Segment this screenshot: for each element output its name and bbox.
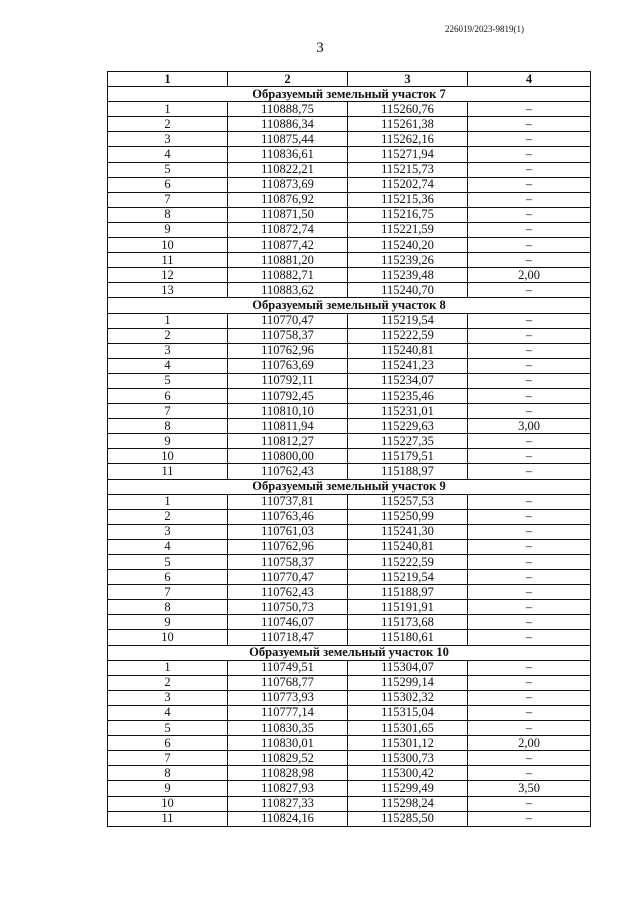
point-number-cell: 8 xyxy=(108,600,228,615)
point-number-cell: 5 xyxy=(108,555,228,570)
section-header-row xyxy=(108,479,591,494)
table-header xyxy=(108,72,591,87)
y-coordinate-cell: 115202,74 xyxy=(348,177,468,192)
x-coordinate-cell: 110749,51 xyxy=(228,660,348,675)
y-coordinate-cell: 115301,12 xyxy=(348,736,468,751)
document-id: 226019/2023-9819(1) xyxy=(445,24,524,34)
x-coordinate-cell: 110762,96 xyxy=(228,539,348,554)
y-coordinate-cell: 115239,26 xyxy=(348,253,468,268)
x-coordinate-cell: 110836,61 xyxy=(228,147,348,162)
point-number-cell: 8 xyxy=(108,419,228,434)
x-coordinate-cell: 110768,77 xyxy=(228,675,348,690)
value-cell: – xyxy=(468,343,591,358)
point-number-cell: 6 xyxy=(108,736,228,751)
table-row xyxy=(108,524,591,539)
table-row xyxy=(108,434,591,449)
table-row xyxy=(108,102,591,117)
table-row xyxy=(108,539,591,554)
value-cell: – xyxy=(468,222,591,237)
value-cell: – xyxy=(468,253,591,268)
table-row xyxy=(108,192,591,207)
point-number-cell: 3 xyxy=(108,132,228,147)
y-coordinate-cell: 115301,65 xyxy=(348,721,468,736)
value-cell: – xyxy=(468,434,591,449)
point-number-cell: 10 xyxy=(108,796,228,811)
table-row xyxy=(108,373,591,388)
point-number-cell: 9 xyxy=(108,615,228,630)
value-cell: – xyxy=(468,102,591,117)
x-coordinate-cell: 110800,00 xyxy=(228,449,348,464)
value-cell: – xyxy=(468,388,591,403)
value-cell: – xyxy=(468,404,591,419)
value-cell: – xyxy=(468,690,591,705)
x-coordinate-cell: 110886,34 xyxy=(228,117,348,132)
y-coordinate-cell: 115222,59 xyxy=(348,328,468,343)
y-coordinate-cell: 115241,30 xyxy=(348,524,468,539)
section-header-row xyxy=(108,87,591,102)
x-coordinate-cell: 110883,62 xyxy=(228,283,348,298)
point-number-cell: 7 xyxy=(108,404,228,419)
x-coordinate-cell: 110737,81 xyxy=(228,494,348,509)
y-coordinate-cell: 115221,59 xyxy=(348,222,468,237)
point-number-cell: 11 xyxy=(108,253,228,268)
table-row xyxy=(108,705,591,720)
y-coordinate-cell: 115262,16 xyxy=(348,132,468,147)
point-number-cell: 4 xyxy=(108,147,228,162)
table-row xyxy=(108,358,591,373)
table-row xyxy=(108,509,591,524)
point-number-cell: 6 xyxy=(108,177,228,192)
x-coordinate-cell: 110830,01 xyxy=(228,736,348,751)
x-coordinate-cell: 110830,35 xyxy=(228,721,348,736)
x-coordinate-cell: 110770,47 xyxy=(228,313,348,328)
x-coordinate-cell: 110792,45 xyxy=(228,388,348,403)
column-header-2: 2 xyxy=(228,72,348,87)
table-row xyxy=(108,283,591,298)
point-number-cell: 4 xyxy=(108,705,228,720)
y-coordinate-cell: 115304,07 xyxy=(348,660,468,675)
section-title: Образуемый земельный участок 8 xyxy=(108,298,591,313)
point-number-cell: 5 xyxy=(108,373,228,388)
value-cell: – xyxy=(468,721,591,736)
point-number-cell: 10 xyxy=(108,238,228,253)
value-cell: – xyxy=(468,373,591,388)
point-number-cell: 8 xyxy=(108,207,228,222)
value-cell: – xyxy=(468,675,591,690)
table-row xyxy=(108,615,591,630)
x-coordinate-cell: 110718,47 xyxy=(228,630,348,645)
y-coordinate-cell: 115250,99 xyxy=(348,509,468,524)
point-number-cell: 2 xyxy=(108,328,228,343)
table-row xyxy=(108,721,591,736)
table-row xyxy=(108,313,591,328)
y-coordinate-cell: 115216,75 xyxy=(348,207,468,222)
point-number-cell: 5 xyxy=(108,162,228,177)
value-cell: 2,00 xyxy=(468,268,591,283)
y-coordinate-cell: 115300,42 xyxy=(348,766,468,781)
table-row xyxy=(108,751,591,766)
point-number-cell: 7 xyxy=(108,192,228,207)
point-number-cell: 2 xyxy=(108,117,228,132)
y-coordinate-cell: 115300,73 xyxy=(348,751,468,766)
value-cell: – xyxy=(468,509,591,524)
table-row xyxy=(108,177,591,192)
value-cell: – xyxy=(468,117,591,132)
point-number-cell: 6 xyxy=(108,388,228,403)
section-title: Образуемый земельный участок 7 xyxy=(108,87,591,102)
y-coordinate-cell: 115219,54 xyxy=(348,313,468,328)
x-coordinate-cell: 110763,69 xyxy=(228,358,348,373)
point-number-cell: 4 xyxy=(108,358,228,373)
y-coordinate-cell: 115241,23 xyxy=(348,358,468,373)
y-coordinate-cell: 115315,04 xyxy=(348,705,468,720)
x-coordinate-cell: 110758,37 xyxy=(228,555,348,570)
value-cell: – xyxy=(468,524,591,539)
value-cell: 3,00 xyxy=(468,419,591,434)
value-cell: – xyxy=(468,449,591,464)
table-row xyxy=(108,570,591,585)
table-row xyxy=(108,660,591,675)
table-row xyxy=(108,675,591,690)
y-coordinate-cell: 115271,94 xyxy=(348,147,468,162)
x-coordinate-cell: 110763,46 xyxy=(228,509,348,524)
x-coordinate-cell: 110882,71 xyxy=(228,268,348,283)
table-row xyxy=(108,464,591,479)
value-cell: – xyxy=(468,570,591,585)
value-cell: – xyxy=(468,313,591,328)
point-number-cell: 9 xyxy=(108,222,228,237)
x-coordinate-cell: 110828,98 xyxy=(228,766,348,781)
y-coordinate-cell: 115188,97 xyxy=(348,464,468,479)
y-coordinate-cell: 115257,53 xyxy=(348,494,468,509)
y-coordinate-cell: 115215,73 xyxy=(348,162,468,177)
x-coordinate-cell: 110792,11 xyxy=(228,373,348,388)
value-cell: – xyxy=(468,539,591,554)
point-number-cell: 8 xyxy=(108,766,228,781)
table-row xyxy=(108,766,591,781)
y-coordinate-cell: 115191,91 xyxy=(348,600,468,615)
table-row xyxy=(108,404,591,419)
point-number-cell: 2 xyxy=(108,509,228,524)
table-row xyxy=(108,162,591,177)
value-cell: – xyxy=(468,192,591,207)
x-coordinate-cell: 110827,33 xyxy=(228,796,348,811)
point-number-cell: 3 xyxy=(108,343,228,358)
header-row xyxy=(108,72,591,87)
point-number-cell: 13 xyxy=(108,283,228,298)
x-coordinate-cell: 110777,14 xyxy=(228,705,348,720)
table-row xyxy=(108,630,591,645)
y-coordinate-cell: 115173,68 xyxy=(348,615,468,630)
table-row xyxy=(108,147,591,162)
x-coordinate-cell: 110746,07 xyxy=(228,615,348,630)
y-coordinate-cell: 115240,20 xyxy=(348,238,468,253)
value-cell: – xyxy=(468,283,591,298)
point-number-cell: 1 xyxy=(108,494,228,509)
point-number-cell: 5 xyxy=(108,721,228,736)
value-cell: – xyxy=(468,147,591,162)
y-coordinate-cell: 115235,46 xyxy=(348,388,468,403)
y-coordinate-cell: 115229,63 xyxy=(348,419,468,434)
point-number-cell: 10 xyxy=(108,449,228,464)
x-coordinate-cell: 110750,73 xyxy=(228,600,348,615)
y-coordinate-cell: 115285,50 xyxy=(348,811,468,826)
x-coordinate-cell: 110888,75 xyxy=(228,102,348,117)
value-cell: – xyxy=(468,630,591,645)
point-number-cell: 12 xyxy=(108,268,228,283)
column-header-1: 1 xyxy=(108,72,228,87)
value-cell: – xyxy=(468,207,591,222)
x-coordinate-cell: 110875,44 xyxy=(228,132,348,147)
table-row xyxy=(108,449,591,464)
x-coordinate-cell: 110824,16 xyxy=(228,811,348,826)
y-coordinate-cell: 115234,07 xyxy=(348,373,468,388)
x-coordinate-cell: 110770,47 xyxy=(228,570,348,585)
x-coordinate-cell: 110873,69 xyxy=(228,177,348,192)
point-number-cell: 6 xyxy=(108,570,228,585)
point-number-cell: 4 xyxy=(108,539,228,554)
table-row xyxy=(108,253,591,268)
value-cell: – xyxy=(468,811,591,826)
point-number-cell: 1 xyxy=(108,660,228,675)
table-row xyxy=(108,600,591,615)
point-number-cell: 7 xyxy=(108,751,228,766)
table-body xyxy=(108,87,591,827)
x-coordinate-cell: 110881,20 xyxy=(228,253,348,268)
x-coordinate-cell: 110810,10 xyxy=(228,404,348,419)
x-coordinate-cell: 110829,52 xyxy=(228,751,348,766)
table-row xyxy=(108,343,591,358)
x-coordinate-cell: 110762,96 xyxy=(228,343,348,358)
x-coordinate-cell: 110811,94 xyxy=(228,419,348,434)
value-cell: – xyxy=(468,238,591,253)
point-number-cell: 9 xyxy=(108,781,228,796)
y-coordinate-cell: 115298,24 xyxy=(348,796,468,811)
column-header-3: 3 xyxy=(348,72,468,87)
column-header-4: 4 xyxy=(468,72,591,87)
y-coordinate-cell: 115179,51 xyxy=(348,449,468,464)
y-coordinate-cell: 115299,49 xyxy=(348,781,468,796)
table-row xyxy=(108,494,591,509)
value-cell: 2,00 xyxy=(468,736,591,751)
y-coordinate-cell: 115239,48 xyxy=(348,268,468,283)
point-number-cell: 3 xyxy=(108,690,228,705)
value-cell: – xyxy=(468,796,591,811)
table-row xyxy=(108,736,591,751)
x-coordinate-cell: 110762,43 xyxy=(228,464,348,479)
x-coordinate-cell: 110758,37 xyxy=(228,328,348,343)
y-coordinate-cell: 115231,01 xyxy=(348,404,468,419)
y-coordinate-cell: 115180,61 xyxy=(348,630,468,645)
point-number-cell: 1 xyxy=(108,313,228,328)
y-coordinate-cell: 115240,81 xyxy=(348,539,468,554)
table-row xyxy=(108,132,591,147)
x-coordinate-cell: 110762,43 xyxy=(228,585,348,600)
table-row xyxy=(108,419,591,434)
table-row xyxy=(108,222,591,237)
x-coordinate-cell: 110827,93 xyxy=(228,781,348,796)
table-row xyxy=(108,690,591,705)
value-cell: – xyxy=(468,358,591,373)
page-number: 3 xyxy=(316,40,324,56)
value-cell: – xyxy=(468,615,591,630)
section-title: Образуемый земельный участок 10 xyxy=(108,645,591,660)
y-coordinate-cell: 115260,76 xyxy=(348,102,468,117)
value-cell: – xyxy=(468,766,591,781)
y-coordinate-cell: 115219,54 xyxy=(348,570,468,585)
y-coordinate-cell: 115240,81 xyxy=(348,343,468,358)
x-coordinate-cell: 110761,03 xyxy=(228,524,348,539)
x-coordinate-cell: 110871,50 xyxy=(228,207,348,222)
x-coordinate-cell: 110876,92 xyxy=(228,192,348,207)
value-cell: 3,50 xyxy=(468,781,591,796)
value-cell: – xyxy=(468,162,591,177)
table-row xyxy=(108,585,591,600)
table-row xyxy=(108,117,591,132)
y-coordinate-cell: 115302,32 xyxy=(348,690,468,705)
x-coordinate-cell: 110877,42 xyxy=(228,238,348,253)
value-cell: – xyxy=(468,705,591,720)
x-coordinate-cell: 110822,21 xyxy=(228,162,348,177)
table-row xyxy=(108,238,591,253)
table-row xyxy=(108,781,591,796)
x-coordinate-cell: 110773,93 xyxy=(228,690,348,705)
table-row xyxy=(108,328,591,343)
point-number-cell: 11 xyxy=(108,811,228,826)
point-number-cell: 2 xyxy=(108,675,228,690)
point-number-cell: 1 xyxy=(108,102,228,117)
point-number-cell: 11 xyxy=(108,464,228,479)
point-number-cell: 9 xyxy=(108,434,228,449)
value-cell: – xyxy=(468,555,591,570)
section-header-row xyxy=(108,298,591,313)
y-coordinate-cell: 115299,14 xyxy=(348,675,468,690)
y-coordinate-cell: 115215,36 xyxy=(348,192,468,207)
value-cell: – xyxy=(468,177,591,192)
value-cell: – xyxy=(468,464,591,479)
table-row xyxy=(108,268,591,283)
x-coordinate-cell: 110872,74 xyxy=(228,222,348,237)
y-coordinate-cell: 115188,97 xyxy=(348,585,468,600)
y-coordinate-cell: 115227,35 xyxy=(348,434,468,449)
value-cell: – xyxy=(468,660,591,675)
section-header-row xyxy=(108,645,591,660)
point-number-cell: 10 xyxy=(108,630,228,645)
table-row xyxy=(108,207,591,222)
value-cell: – xyxy=(468,328,591,343)
table-row xyxy=(108,811,591,826)
y-coordinate-cell: 115240,70 xyxy=(348,283,468,298)
coordinates-table xyxy=(107,71,591,827)
y-coordinate-cell: 115222,59 xyxy=(348,555,468,570)
table-row xyxy=(108,388,591,403)
y-coordinate-cell: 115261,38 xyxy=(348,117,468,132)
section-title: Образуемый земельный участок 9 xyxy=(108,479,591,494)
x-coordinate-cell: 110812,27 xyxy=(228,434,348,449)
value-cell: – xyxy=(468,585,591,600)
value-cell: – xyxy=(468,132,591,147)
value-cell: – xyxy=(468,751,591,766)
value-cell: – xyxy=(468,600,591,615)
table-row xyxy=(108,555,591,570)
point-number-cell: 7 xyxy=(108,585,228,600)
point-number-cell: 3 xyxy=(108,524,228,539)
table-row xyxy=(108,796,591,811)
value-cell: – xyxy=(468,494,591,509)
